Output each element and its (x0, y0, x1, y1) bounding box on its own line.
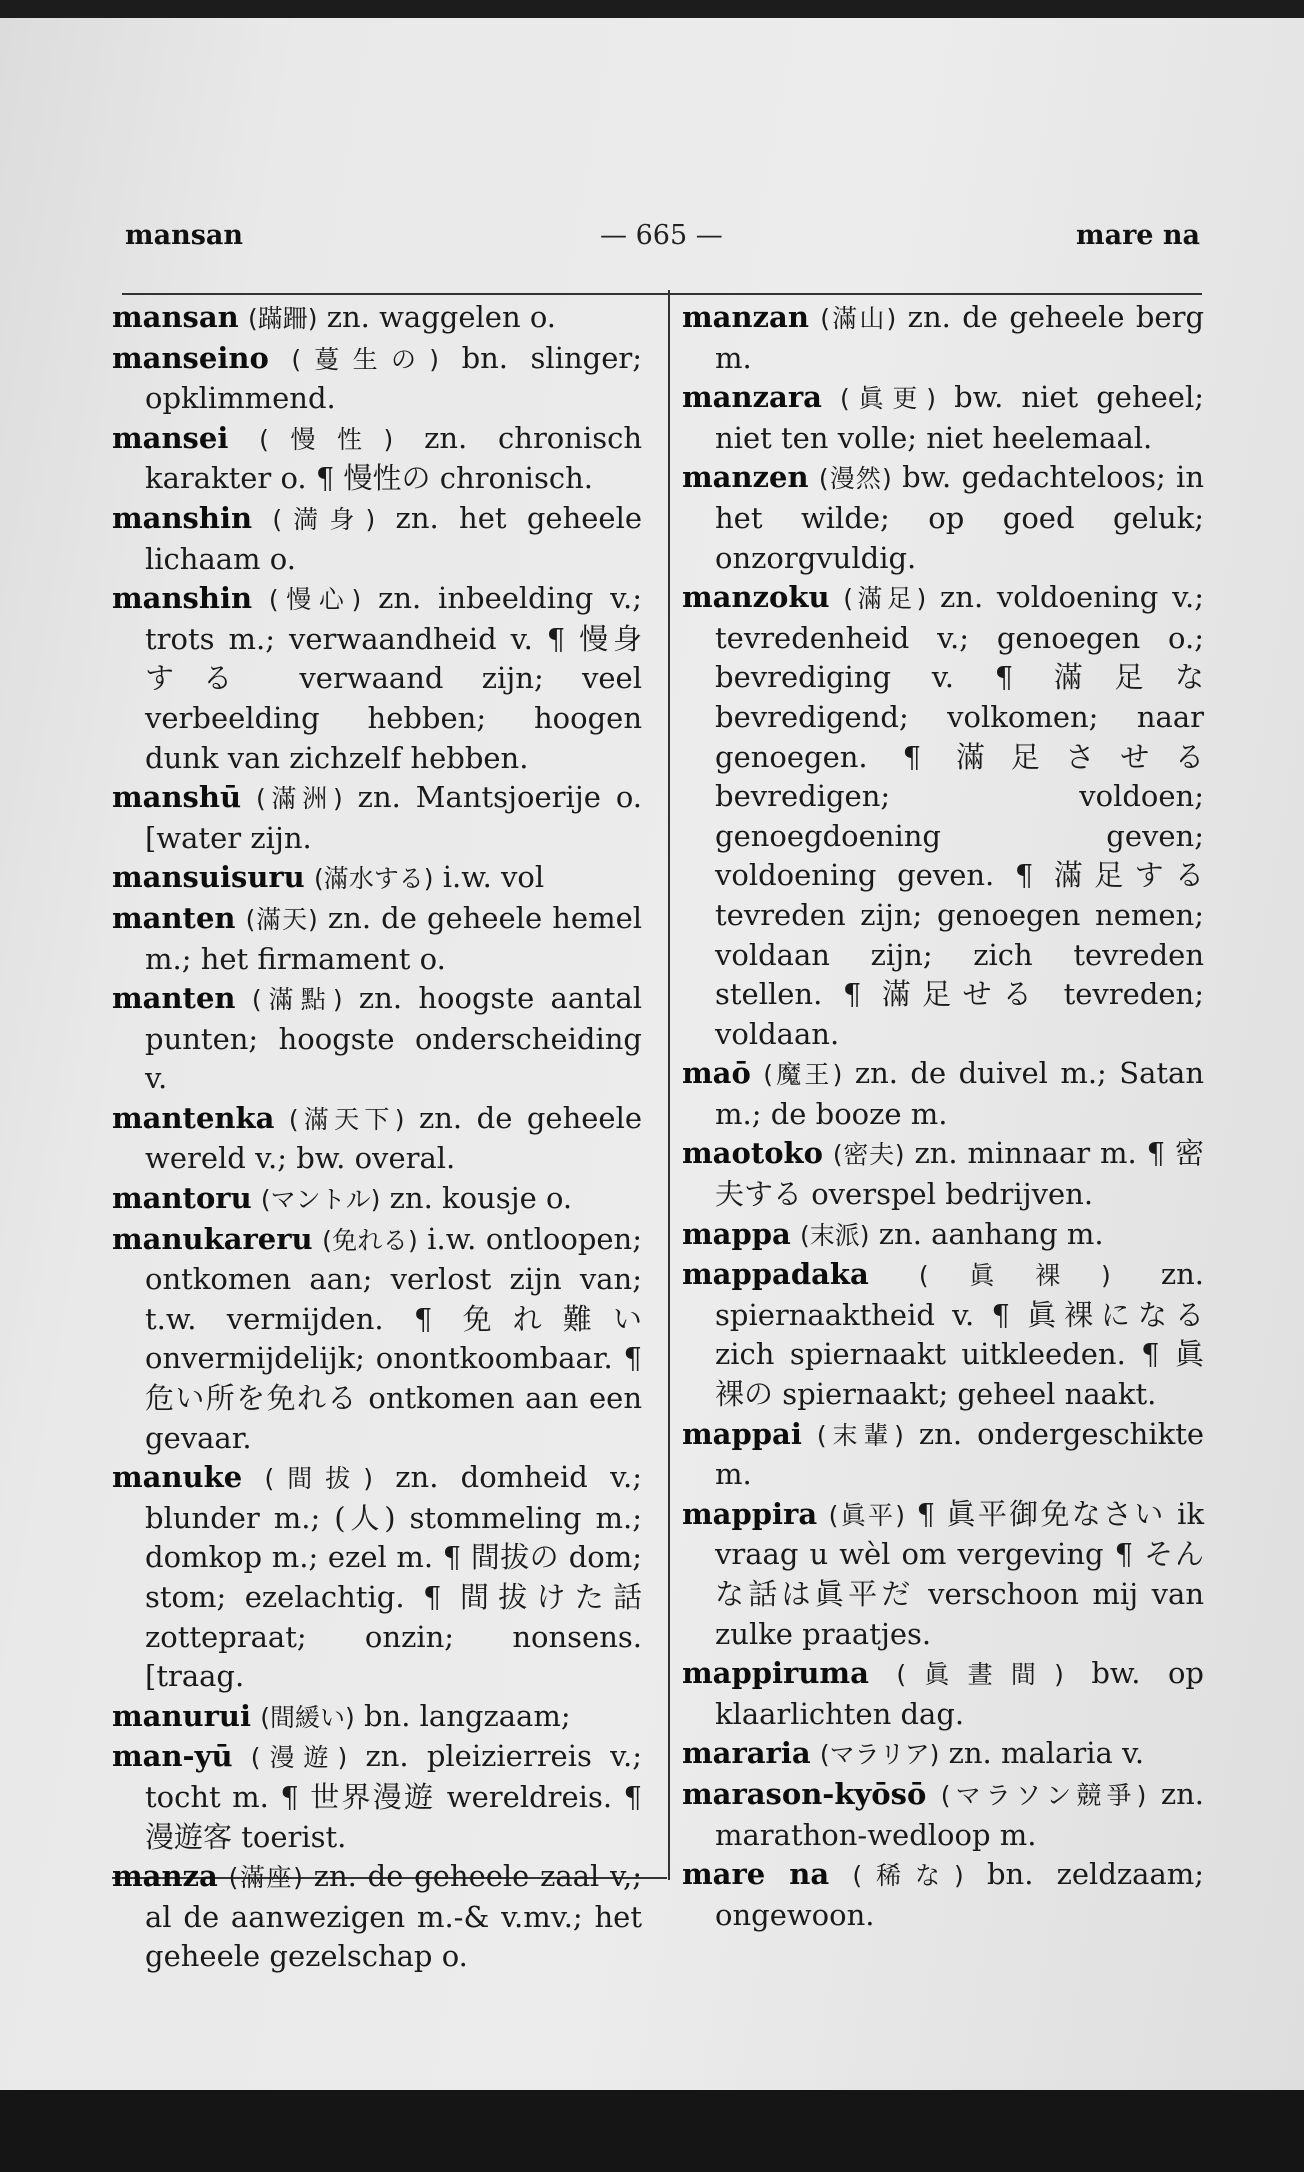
definition: zn. de geheele wereld v.; bw. overal. (145, 1100, 643, 1176)
headword: maotoko (682, 1136, 823, 1171)
headword: manuke (112, 1460, 243, 1495)
kanji-form: (蔓生の) (291, 344, 440, 374)
headword: manten (112, 900, 236, 935)
dictionary-entry (112, 579, 642, 778)
kanji-form: (間緩い) (260, 1702, 355, 1732)
headword: mansei (112, 420, 229, 455)
definition: zn. de geheele berg m. (715, 300, 1205, 375)
dictionary-entry (682, 1654, 1204, 1734)
dictionary-entry (682, 1215, 1204, 1256)
headword: mantenka (112, 1100, 275, 1135)
kanji-form: (末輩) (816, 1420, 904, 1450)
definition: bw. niet geheel; niet ten volle; niet heelemaal. (715, 380, 1204, 455)
kanji-form: (滿天) (245, 904, 318, 934)
headword: mansuisuru (112, 860, 305, 895)
definition: zn. minnaar m. ¶ 密夫する overspel bedrijven. (715, 1136, 1205, 1212)
dictionary-entry (112, 1857, 642, 1977)
kanji-form: (眞裸) (918, 1261, 1111, 1291)
kanji-form: (滿點) (251, 985, 343, 1015)
dictionary-entry (112, 979, 642, 1099)
kanji-form: (漫然) (818, 464, 892, 494)
definition: i.w. vol (442, 860, 545, 895)
headword: manukareru (112, 1221, 313, 1256)
dictionary-entry (682, 1054, 1204, 1134)
definition: zn. chronisch karakter o. ¶ 慢性の chronisch. (145, 420, 643, 496)
kanji-form: (漫遊) (250, 1743, 348, 1773)
definition: zn. hoogste aantal punten; hoogste onderscheiding v. (145, 981, 643, 1096)
right-column (682, 298, 1204, 1935)
header-rule (122, 293, 1202, 295)
headword: mantoru (112, 1181, 252, 1216)
headword: manshū (112, 780, 242, 815)
kanji-form: (魔王) (763, 1060, 843, 1090)
definition: zn. Mantsjoerije o. [water zijn. (145, 780, 643, 855)
definition: bw. gedachteloos; in het wilde; op goed geluk; onzorgvuldig. (715, 460, 1205, 575)
headword: mappai (682, 1416, 802, 1451)
kanji-form: (滿水する) (313, 864, 434, 894)
definition: zn. inbeelding v.; trots m.; verwaandheid v. ¶ 慢身する verwaand zijn; veel verbeelding hebben; hoogen dunk van zichzelf hebben. (145, 581, 643, 775)
dictionary-entry (112, 778, 642, 858)
dictionary-entry (682, 1415, 1204, 1495)
definition: zn. pleizierreis v.; tocht m. ¶ 世界漫遊 wereldreis. ¶ 漫遊客 toerist. (145, 1739, 643, 1854)
running-head-left: mansan (125, 220, 244, 251)
kanji-form: (慢心) (268, 585, 362, 615)
kanji-form: (眞更) (839, 384, 937, 414)
dictionary-entry (112, 1458, 642, 1697)
kanji-form: (マラソン競爭) (940, 1780, 1147, 1810)
kanji-form: (マラリア) (819, 1740, 940, 1770)
definition: zn. waggelen o. (326, 300, 557, 334)
headword: manshin (112, 500, 253, 535)
headword: mappira (682, 1496, 818, 1531)
headword: mare na (682, 1857, 830, 1892)
kanji-form: (滿山) (820, 304, 897, 333)
definition: bn. slinger; opklimmend. (145, 340, 643, 416)
dictionary-entry (112, 499, 642, 579)
kanji-form: (滿天下) (288, 1104, 405, 1134)
headword: maō (682, 1056, 751, 1091)
definition: zn. aanhang m. (878, 1216, 1104, 1251)
definition: zn. het geheele lichaam o. (145, 500, 643, 576)
dictionary-entry (682, 578, 1204, 1054)
kanji-form: (満身) (272, 504, 376, 534)
page-number: — 665 — (600, 220, 723, 251)
kanji-form: (慢性) (259, 424, 394, 454)
headword: manzan (682, 300, 809, 334)
headword: mappadaka (682, 1257, 869, 1292)
kanji-form: (末派) (800, 1220, 870, 1250)
definition: zn. ondergeschikte m. (715, 1416, 1205, 1492)
definition: zn. voldoening v.; tevredenheid v.; genoegen o.; bevrediging v. ¶ 滿足な bevredigend; volkomen; naar genoegen. ¶ 滿足させる bevredigen; voldoen; genoegdoening geven; voldoening geven. ¶ 滿足する tevreden zijn; genoegen nemen; voldaan zijn; zich tevreden stellen. ¶ 滿足せる tevreden; voldaan. (715, 580, 1205, 1051)
headword: manzara (682, 380, 822, 415)
dictionary-entry (682, 1255, 1204, 1414)
definition: bw. op klaarlichten dag. (715, 1656, 1204, 1731)
headword: manshin (112, 581, 253, 616)
headword: manza (112, 1859, 218, 1894)
headword: manurui (112, 1698, 252, 1733)
left-column (112, 298, 642, 1977)
dictionary-entry (112, 858, 642, 899)
kanji-form: (滿足) (843, 584, 927, 614)
kanji-form: (眞平) (828, 1500, 906, 1530)
definition: i.w. ontloopen; ontkomen aan; verlost zijn van; t.w. vermijden. ¶ 免れ難い onvermijdelijk; onontkoombaar. ¶ 危い所を免れる ontkomen aan een gevaar. (145, 1221, 642, 1455)
dictionary-entry (682, 1775, 1204, 1855)
running-head-right: mare na (1076, 220, 1200, 251)
dictionary-entry (682, 1734, 1204, 1775)
definition: bn. zeldzaam; ongewoon. (715, 1857, 1205, 1932)
headword: manzen (682, 460, 809, 495)
kanji-form: (稀な) (852, 1861, 964, 1891)
headword: manzoku (682, 580, 830, 615)
kanji-form: (密夫) (832, 1140, 905, 1170)
dictionary-entry (682, 1855, 1204, 1935)
kanji-form: (滿座) (228, 1863, 303, 1893)
definition: bn. langzaam; (363, 1698, 571, 1733)
definition: zn. malaria v. (948, 1736, 1145, 1771)
dictionary-entry (682, 458, 1204, 578)
definition: zn. de geheele zaal v,; al de aanwezigen m.-& v.mv.; het geheele gezelschap o. (145, 1859, 642, 1974)
dictionary-entry (112, 1697, 642, 1738)
kanji-form: (マントル) (260, 1185, 381, 1215)
headword: mappiruma (682, 1656, 869, 1691)
dictionary-entry (112, 1220, 642, 1459)
headword: man-yū (112, 1739, 233, 1774)
headword: manseino (112, 340, 269, 375)
dictionary-entry (112, 419, 642, 499)
dictionary-entry (112, 298, 642, 339)
kanji-form: (免れる) (322, 1225, 418, 1255)
headword: manten (112, 981, 236, 1016)
headword: mararia (682, 1736, 811, 1771)
page-shadow (0, 2090, 1304, 2172)
dictionary-entry (112, 1737, 642, 1857)
headword: mappa (682, 1216, 791, 1251)
dictionary-entry (112, 1099, 642, 1179)
definition: ¶ 眞平御免なさい ik vraag u wèl om vergeving ¶ そんな話は眞平だ verschoon mij van zulke praatjes. (715, 1496, 1205, 1651)
dictionary-entry (682, 378, 1204, 458)
kanji-form: (眞晝間) (896, 1660, 1064, 1690)
definition: zn. de duivel m.; Satan m.; de booze m. (715, 1056, 1205, 1131)
headword: mansan (112, 300, 239, 334)
definition: zn. domheid v.; blunder m.; (人) stommeling m.; domkop m.; ezel m. ¶ 間拔の dom; stom; ezelachtig. ¶ 間拔けた話 zottepraat; onzin; nonsens. [traag. (145, 1460, 643, 1694)
kanji-form: (間拔) (264, 1464, 373, 1494)
dictionary-entry (112, 339, 642, 419)
definition: zn. kousje o. (389, 1181, 573, 1216)
definition: zn. marathon-wedloop m. (715, 1776, 1205, 1852)
kanji-form: (蹣跚) (247, 304, 318, 333)
column-divider (668, 290, 670, 1880)
dictionary-entry (112, 899, 642, 979)
definition: zn. de geheele hemel m.; het firmament o. (145, 900, 643, 976)
dictionary-entry (682, 298, 1204, 378)
kanji-form: (滿洲) (256, 784, 343, 814)
dictionary-entry (682, 1134, 1204, 1214)
headword: marason-kyōsō (682, 1776, 927, 1811)
dictionary-entry (682, 1495, 1204, 1654)
definition: zn. spiernaaktheid v. ¶ 眞裸になる zich spiernaakt uitkleeden. ¶ 眞裸の spiernaakt; geheel naakt. (715, 1257, 1205, 1412)
dictionary-entry (112, 1179, 642, 1220)
